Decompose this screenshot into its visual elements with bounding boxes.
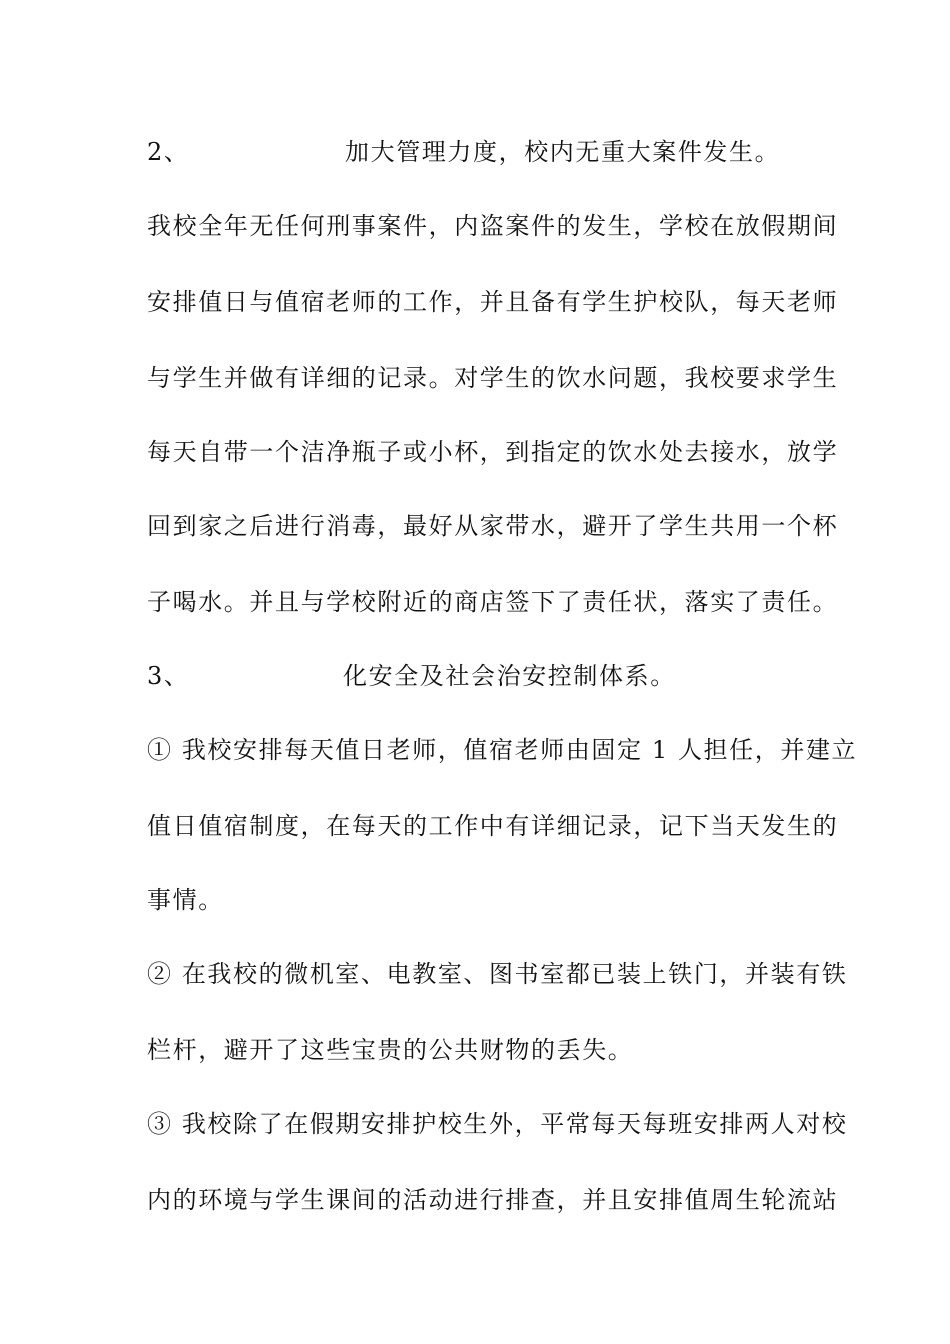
section-2-number: 2、 bbox=[147, 138, 190, 166]
item-3-line: 内的环境与学生课间的活动进行排查，并且安排值周生轮流站 bbox=[147, 1186, 839, 1214]
section-2-paragraph-line: 子喝水。并且与学校附近的商店签下了责任状，落实了责任。 bbox=[147, 588, 839, 616]
item-1-line: ① 我校安排每天值日老师，值宿老师由固定 1 人担任，并建立 bbox=[147, 736, 858, 764]
item-2-line: ② 在我校的微机室、电教室、图书室都已装上铁门，并装有铁 bbox=[147, 960, 848, 988]
section-2-paragraph-line: 与学生并做有详细的记录。对学生的饮水问题，我校要求学生 bbox=[147, 364, 839, 392]
section-3-number: 3、 bbox=[147, 662, 190, 690]
section-2-paragraph-line: 回到家之后进行消毒，最好从家带水，避开了学生共用一个杯 bbox=[147, 512, 839, 540]
section-3-title: 化安全及社会治安控制体系。 bbox=[343, 662, 676, 690]
item-3-line: ③ 我校除了在假期安排护校生外，平常每天每班安排两人对校 bbox=[147, 1110, 848, 1138]
section-2-paragraph-line: 每天自带一个洁净瓶子或小杯，到指定的饮水处去接水，放学 bbox=[147, 438, 839, 466]
item-1-line: 值日值宿制度，在每天的工作中有详细记录，记下当天发生的 bbox=[147, 812, 839, 840]
section-2-paragraph-line: 我校全年无任何刑事案件，内盗案件的发生，学校在放假期间 bbox=[147, 212, 839, 240]
section-2-paragraph-line: 安排值日与值宿老师的工作，并且备有学生护校队，每天老师 bbox=[147, 288, 839, 316]
section-2-heading bbox=[147, 136, 807, 168]
item-2-line: 栏杆，避开了这些宝贵的公共财物的丢失。 bbox=[147, 1036, 634, 1064]
section-3-heading bbox=[147, 660, 807, 692]
item-1-line: 事情。 bbox=[147, 886, 224, 914]
section-2-title: 加大管理力度，校内无重大案件发生。 bbox=[345, 138, 781, 166]
